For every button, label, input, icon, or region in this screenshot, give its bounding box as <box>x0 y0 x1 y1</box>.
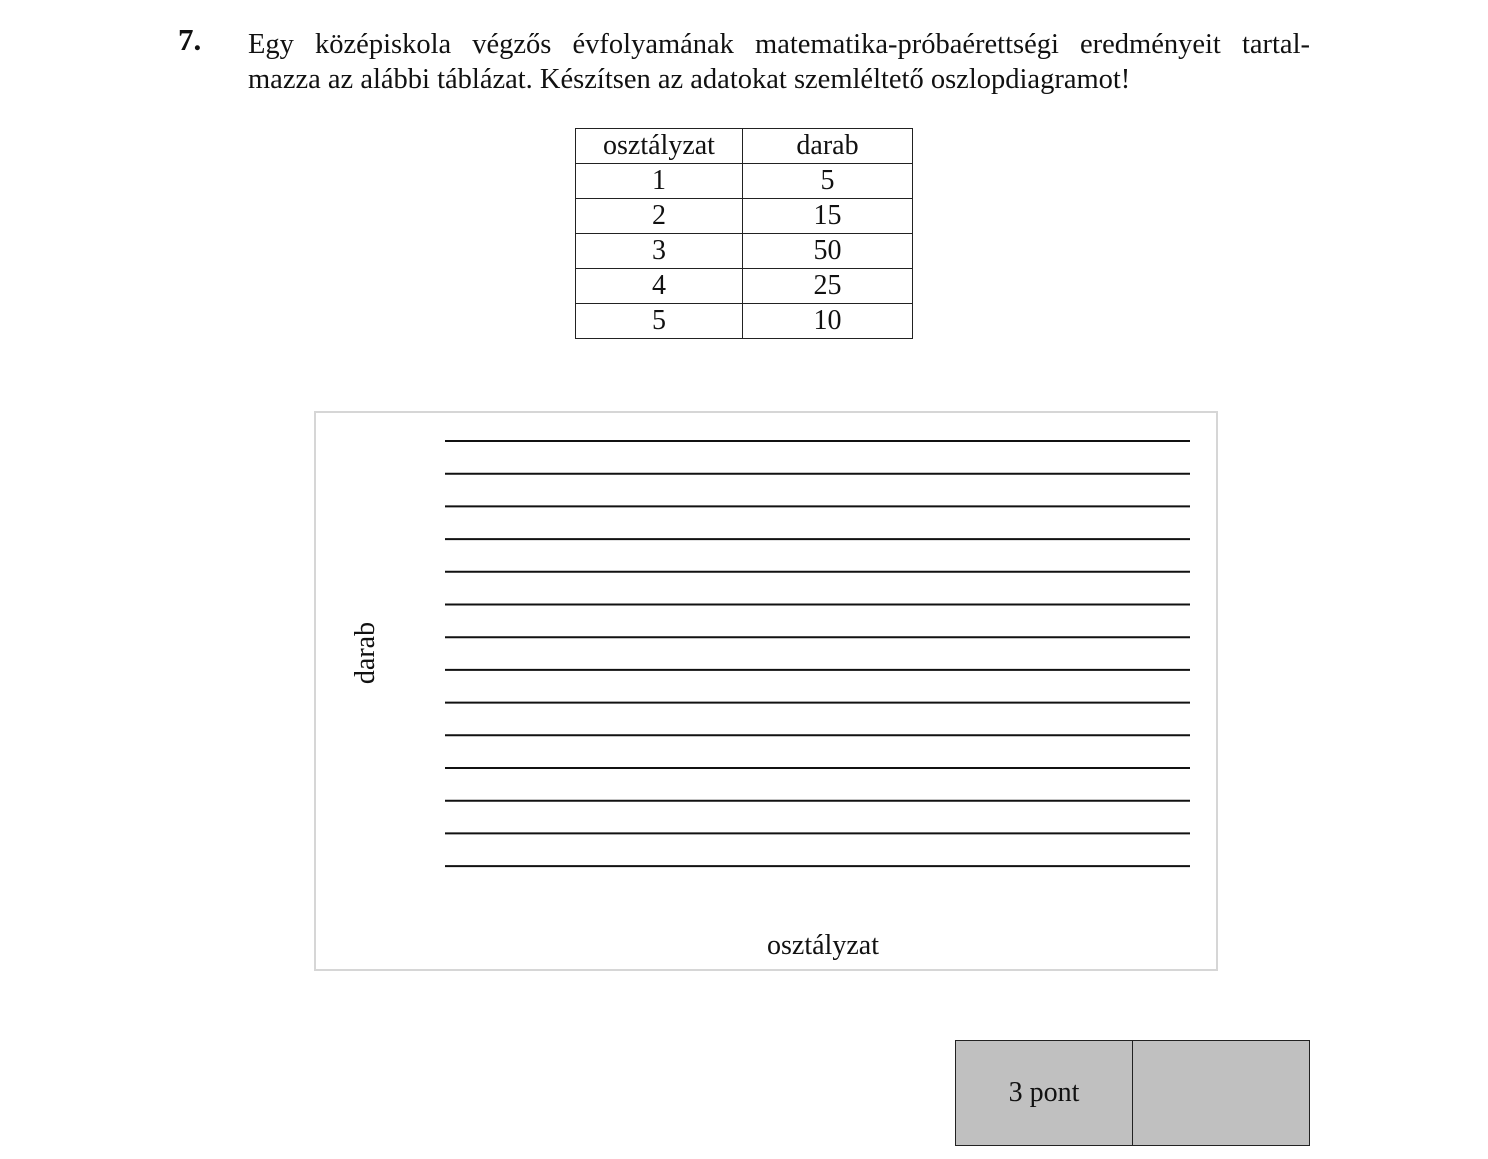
score-points-label: 3 pont <box>956 1041 1133 1146</box>
table-header-cell: osztályzat <box>576 129 743 164</box>
answer-drawing-area[interactable] <box>314 411 1218 971</box>
table-cell: 4 <box>576 269 743 304</box>
table-header-row <box>576 129 913 164</box>
table-row <box>576 199 913 234</box>
table-cell: 5 <box>576 304 743 339</box>
score-box <box>955 1040 1310 1146</box>
guide-lines <box>316 413 1216 969</box>
table-cell: 5 <box>743 164 913 199</box>
table-cell: 25 <box>743 269 913 304</box>
table-row <box>576 269 913 304</box>
question-text <box>248 27 1310 97</box>
table-cell: 3 <box>576 234 743 269</box>
table-header-cell: darab <box>743 129 913 164</box>
table-cell: 2 <box>576 199 743 234</box>
question-text-line-2: mazza az alábbi táblázat. Készítsen az adatokat szemléltető oszlopdiagramot! <box>248 64 1131 95</box>
question-number: 7. <box>178 22 202 57</box>
table-row <box>576 234 913 269</box>
table-row <box>576 164 913 199</box>
table-cell: 10 <box>743 304 913 339</box>
question-text-line-1: Egy középiskola végzős évfolyamának matematika-próbaérettségi eredményeit tartal- <box>248 29 1310 60</box>
table-cell: 1 <box>576 164 743 199</box>
table-cell: 15 <box>743 199 913 234</box>
table-cell: 50 <box>743 234 913 269</box>
table-row <box>576 304 913 339</box>
grades-table <box>575 128 913 339</box>
score-input-cell[interactable] <box>1133 1041 1310 1146</box>
y-axis-label: darab <box>350 621 381 685</box>
x-axis-label: osztályzat <box>767 930 879 961</box>
